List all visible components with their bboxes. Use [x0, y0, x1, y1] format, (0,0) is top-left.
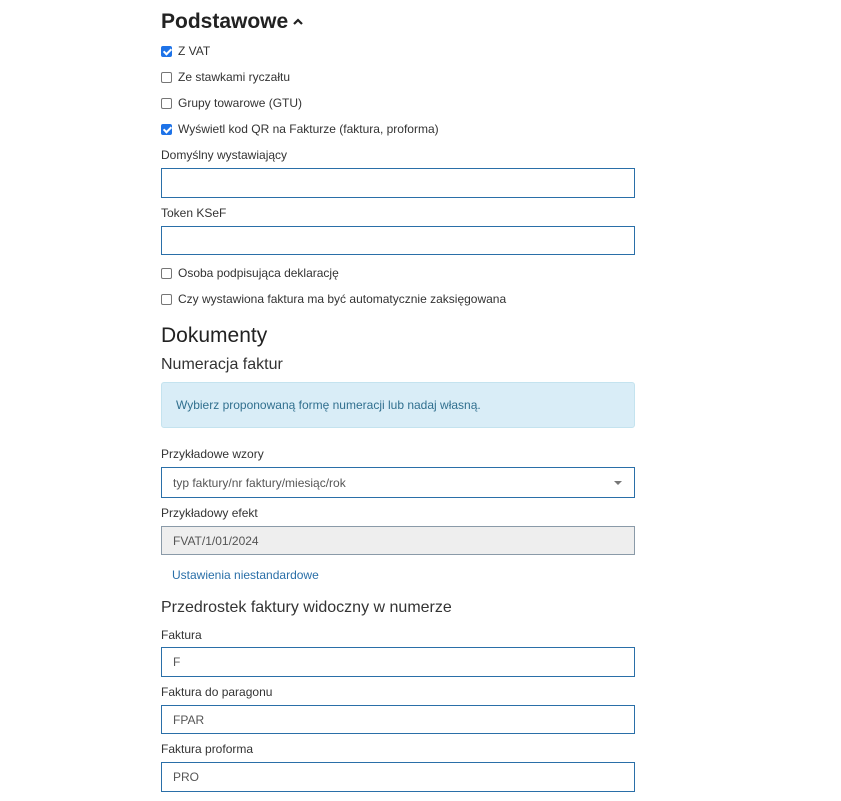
alert-text: Wybierz proponowaną formę numeracji lub nadaj własną. — [176, 398, 481, 412]
prefix-receipt-invoice-label: Faktura do paragonu — [161, 685, 273, 699]
prefix-proforma-label: Faktura proforma — [161, 742, 254, 756]
ksef-token-input[interactable] — [161, 226, 635, 255]
effect-label: Przykładowy efekt — [161, 506, 258, 520]
section-basic-title: Podstawowe — [161, 10, 289, 33]
default-issuer-label: Domyślny wystawiający — [161, 148, 288, 162]
prefix-proforma-input[interactable]: PRO — [161, 762, 635, 792]
checkbox-label: Osoba podpisująca deklarację — [178, 266, 339, 280]
numbering-title: Numeracja faktur — [161, 356, 283, 373]
checkbox-declaration-signer[interactable] — [161, 265, 339, 281]
numbering-info-alert — [161, 382, 635, 428]
checkbox-box[interactable] — [161, 46, 172, 57]
checkbox-label: Grupy towarowe (GTU) — [178, 96, 303, 110]
checkbox-qr-code[interactable] — [161, 121, 439, 137]
checkbox-box[interactable] — [161, 72, 172, 83]
section-documents-title: Dokumenty — [161, 324, 268, 347]
checkbox-flat-rate[interactable] — [161, 69, 290, 85]
checkbox-gtu[interactable] — [161, 95, 302, 111]
prefix-title: Przedrostek faktury widoczny w numerze — [161, 599, 452, 616]
section-basic-header[interactable] — [161, 10, 304, 34]
ksef-token-label: Token KSeF — [161, 206, 227, 220]
prefix-invoice-label: Faktura — [161, 628, 202, 642]
prefix-invoice-input[interactable]: F — [161, 647, 635, 677]
checkbox-label: Wyświetl kod QR na Fakturze (faktura, proforma) — [178, 122, 439, 136]
checkbox-label: Czy wystawiona faktura ma być automatycznie zaksięgowana — [178, 292, 507, 306]
checkbox-box[interactable] — [161, 268, 172, 279]
effect-readonly-field: FVAT/1/01/2024 — [161, 526, 635, 555]
patterns-label: Przykładowe wzory — [161, 447, 264, 461]
checkbox-label: Ze stawkami ryczałtu — [178, 70, 291, 84]
checkbox-box[interactable] — [161, 294, 172, 305]
checkbox-box[interactable] — [161, 124, 172, 135]
default-issuer-input[interactable] — [161, 168, 635, 198]
checkbox-box[interactable] — [161, 98, 172, 109]
patterns-select[interactable] — [161, 467, 635, 498]
chevron-up-icon — [292, 16, 304, 28]
prefix-receipt-invoice-input[interactable]: FPAR — [161, 705, 635, 734]
patterns-selected-value: typ faktury/nr faktury/miesiąc/rok — [173, 475, 346, 490]
checkbox-with-vat[interactable] — [161, 43, 210, 59]
checkbox-label: Z VAT — [178, 44, 211, 58]
caret-down-icon — [614, 481, 622, 485]
checkbox-auto-post[interactable] — [161, 291, 506, 307]
custom-settings-link[interactable]: Ustawienia niestandardowe — [172, 568, 319, 582]
